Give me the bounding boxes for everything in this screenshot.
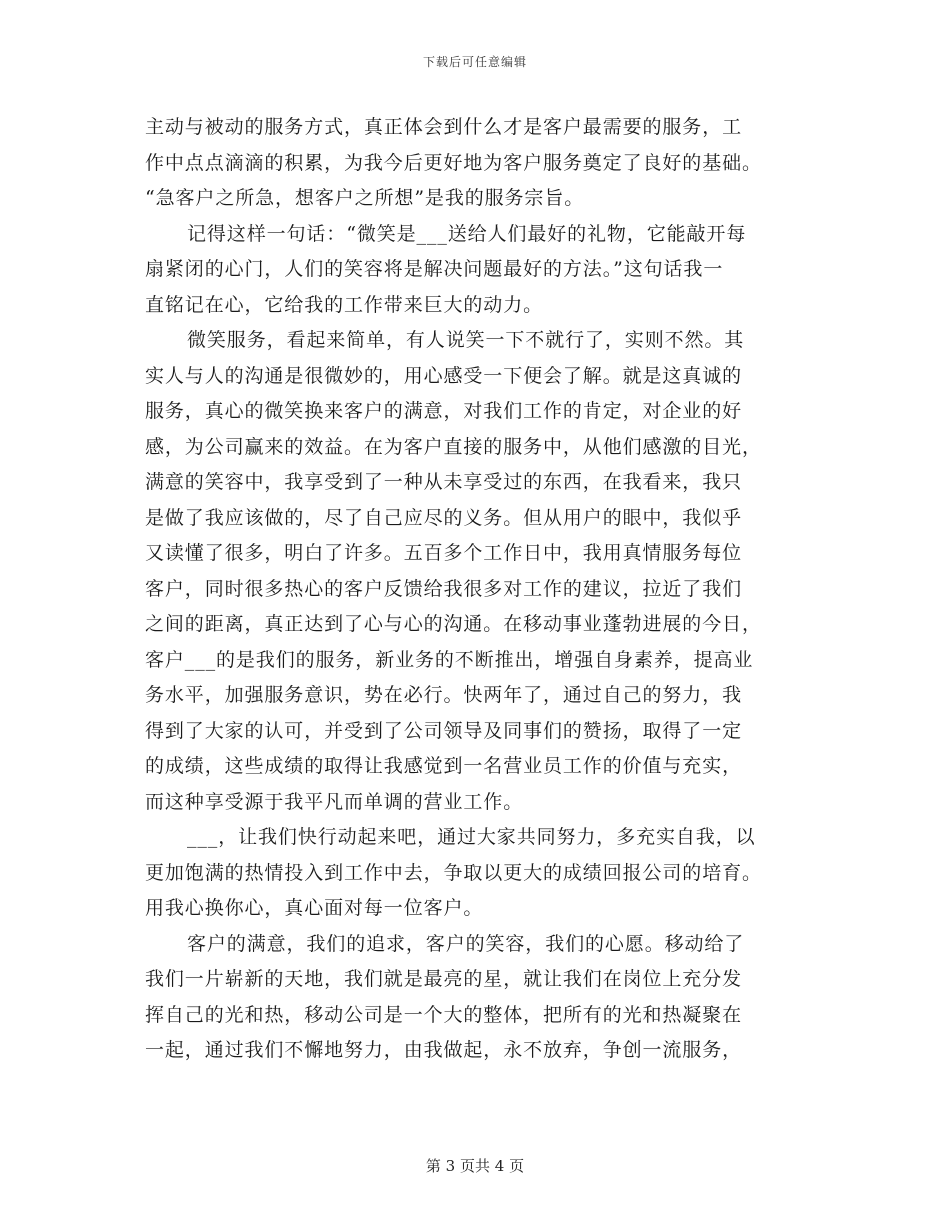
- text-line: 的成绩，这些成绩的取得让我感觉到一名营业员工作的价值与充实，: [145, 755, 743, 777]
- text-line: 挥自己的光和热，移动公司是一个大的整体，把所有的光和热凝聚在: [145, 1003, 743, 1026]
- text-line: 而这种享受源于我平凡而单调的营业工作。: [145, 790, 524, 813]
- text-line: 更加饱满的热情投入到工作中去，争取以更大的成绩回报公司的培育。: [145, 861, 762, 884]
- text-line: 主动与被动的服务方式，真正体会到什么才是客户最需要的服务，工: [145, 116, 743, 138]
- text-line: 得到了大家的认可，并受到了公司领导及同事们的赞扬，取得了一定: [145, 719, 743, 742]
- text-line: 我们一片崭新的天地，我们就是最亮的星，就让我们在岗位上充分发: [145, 968, 743, 990]
- text-line: 是做了我应该做的，尽了自己应尽的义务。但从用户的眼中，我似乎: [145, 506, 743, 529]
- text-line: 务水平，加强服务意识，势在必行。快两年了，通过自己的努力，我: [145, 684, 743, 706]
- text-line: 实人与人的沟通是很微妙的，用心感受一下便会了解。就是这真诚的: [145, 364, 743, 387]
- paragraph-first-line: 记得这样一句话：“微笑是___送给人们最好的礼物，它能敲开每: [187, 222, 747, 245]
- text-line: 感，为公司赢来的效益。在为客户直接的服务中，从他们感激的目光，: [145, 435, 762, 458]
- page-number: 第 3 页共 4 页: [425, 1157, 525, 1175]
- paragraph-first-line: 客户的满意，我们的追求，客户的笑容，我们的心愿。移动给了: [187, 932, 745, 955]
- paragraph-first-line: 微笑服务，看起来简单，有人说笑一下不就行了，实则不然。其: [187, 329, 745, 351]
- text-line: 又读懂了很多，明白了许多。五百多个工作日中，我用真情服务每位: [145, 542, 743, 564]
- text-line: 之间的距离，真正达到了心与心的沟通。在移动事业蓬勃进展的今日，: [145, 613, 762, 635]
- text-line: 客户___的是我们的服务，新业务的不断推出，增强自身素养，提高业: [145, 648, 754, 671]
- text-line: 服务，真心的微笑换来客户的满意，对我们工作的肯定，对企业的好: [145, 400, 743, 422]
- document-body: [145, 110, 805, 1069]
- text-line: 直铭记在心，它给我的工作带来巨大的动力。: [145, 293, 544, 316]
- paragraph-first-line: ___，让我们快行动起来吧，通过大家共同努力，多充实自我，以: [187, 826, 756, 848]
- page-header-note: 下载后可任意编辑: [422, 55, 527, 69]
- text-line: 扇紧闭的心门，人们的笑容将是解决问题最好的方法。”这句话我一: [145, 258, 724, 280]
- text-line: 作中点点滴滴的积累，为我今后更好地为客户服务奠定了良好的基础。: [145, 151, 762, 174]
- text-line: 一起，通过我们不懈地努力，由我做起，永不放弃，争创一流服务，: [145, 1039, 743, 1061]
- text-line: 客户，同时很多热心的客户反馈给我很多对工作的建议，拉近了我们: [145, 577, 743, 600]
- text-line: “急客户之所急，想客户之所想”是我的服务宗旨。: [145, 187, 585, 209]
- text-line: 用我心换你心，真心面对每一位客户。: [145, 897, 484, 919]
- text-line: 满意的笑容中，我享受到了一种从未享受过的东西，在我看来，我只: [145, 471, 743, 493]
